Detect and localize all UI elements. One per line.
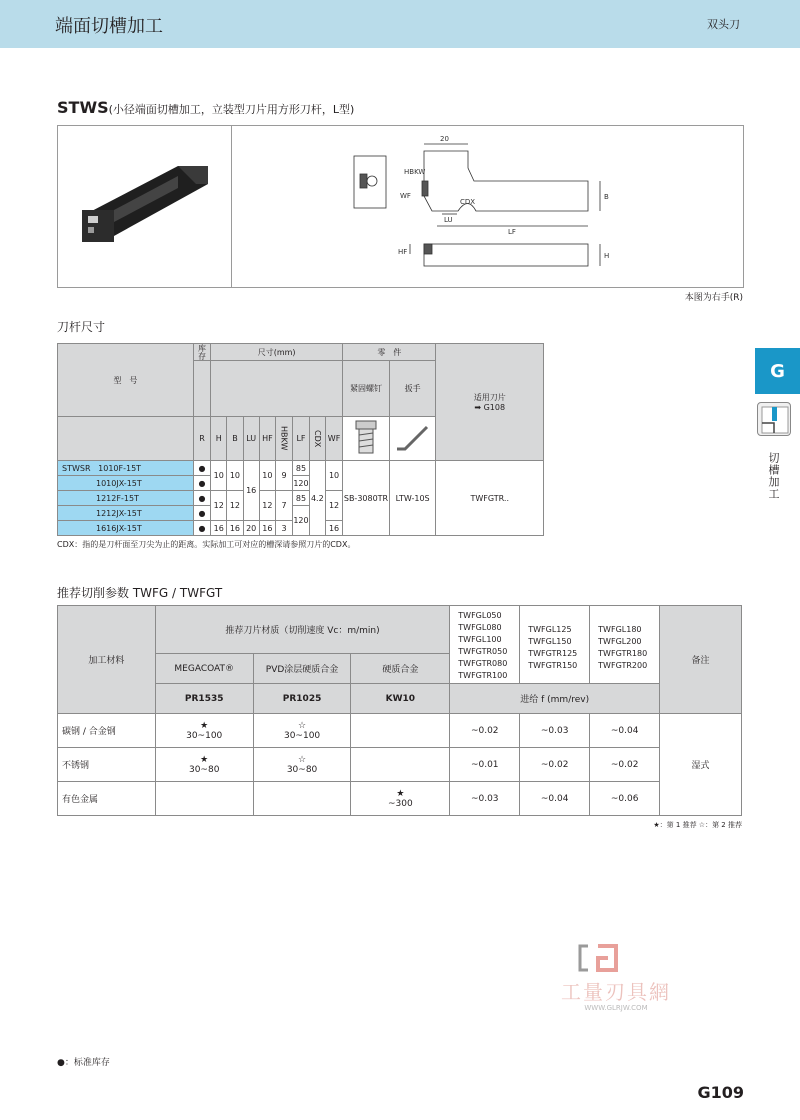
page-title: 端面切槽加工 <box>55 16 163 37</box>
header-bar <box>0 0 800 48</box>
table-row: 1212JX-15T <box>58 506 194 521</box>
product-heading <box>57 98 354 117</box>
header-pvd: PVD涂层硬质合金 <box>253 654 351 684</box>
dim-lf: LF <box>508 228 516 236</box>
table-row: 1212F-15T <box>58 491 194 506</box>
dim-h: H <box>604 252 610 260</box>
header-grade: 推荐刀片材质（切削速度 Vc：m/min) <box>155 606 450 654</box>
header-stock: 库存 <box>193 344 210 361</box>
dim-lu: LU <box>444 216 453 224</box>
table-row: 碳钢 / 合金钢 ★ 30~100 ☆ 30~100 ~0.02 ~0.03 ~0.04 湿式 <box>58 714 742 748</box>
header-insert: 适用刀片 ➡ G108 <box>436 344 544 461</box>
col-hf: HF <box>259 417 275 461</box>
table-row: 1616JX-15T <box>58 521 194 536</box>
table2-title: 推荐切削参数 TWFG / TWFGT <box>57 586 223 600</box>
grooving-icon <box>757 402 791 436</box>
screw-icon <box>343 417 390 461</box>
dim-20: 20 <box>440 135 449 143</box>
col-lu: LU <box>243 417 259 461</box>
tool-holder-photo <box>58 126 230 287</box>
side-tab-g[interactable]: G <box>755 348 800 394</box>
header-remark: 备注 <box>660 606 742 714</box>
side-label: 切槽加工 <box>767 452 780 500</box>
col-cdx: CDX <box>309 417 325 461</box>
wrench-icon <box>389 417 436 461</box>
dim-cdx: CDX <box>460 198 476 206</box>
header-carbide: 硬质合金 <box>351 654 450 684</box>
col-lf: LF <box>293 417 310 461</box>
figure-box <box>57 125 744 288</box>
watermark-logo <box>536 940 696 1020</box>
figure-note: 本图为右手(R) <box>684 293 743 303</box>
header-model: 型 号 <box>58 344 194 417</box>
dimension-drawing <box>232 126 744 287</box>
grade-pr1025: PR1025 <box>253 684 351 714</box>
insert-page-ref[interactable]: ➡ G108 <box>474 403 506 412</box>
remark-value: 湿式 <box>660 714 742 816</box>
insert-group-2: TWFGL125 TWFGL150 TWFGTR125 TWFGTR150 <box>520 606 590 684</box>
product-description: (小径端面切槽加工，立装型刀片用方形刀杆，L型) <box>108 103 355 116</box>
grade-kw10: KW10 <box>351 684 450 714</box>
header-megacoat: MEGACOAT® <box>155 654 253 684</box>
dim-hbkw: HBKW <box>404 168 426 176</box>
header-dims: 尺寸(mm) <box>211 344 343 361</box>
product-code: STWS <box>57 98 109 117</box>
header-material: 加工材料 <box>58 606 156 714</box>
header-parts: 零 件 <box>343 344 436 361</box>
cutting-params-table <box>57 605 742 816</box>
holder-dimensions-table: 型 号 库存 尺寸(mm) 零 件 适用刀片 ➡ G108 紧固螺钉 扳手 R H B LU HF HBKW LF CDX WF STWSR 1010F-15T ● 10 10 16 10 9 85 4.2 10 SB-3080TR LTW-10S TWFGTR.. 1010JX-15T ● 120 1212F-15T ● 12 12 12 7 85 12 1212JX-15T ● 120 1616JX-15T ● 16 16 20 16 3 16 <box>57 343 544 536</box>
header-feed: 进给 f (mm/rev) <box>450 684 660 714</box>
cdx-note: CDX：指的是刀杆面至刀尖为止的距离。实际加工可对应的槽深请参照刀片的CDX。 <box>57 540 356 549</box>
table1-title: 刀杆尺寸 <box>57 320 106 334</box>
table-row: 1010JX-15T <box>58 476 194 491</box>
watermark-url: WWW.GLRJW.COM <box>584 1004 648 1012</box>
table-row: STWSR 1010F-15T <box>58 461 194 476</box>
section-label: 双头刀 <box>707 18 740 31</box>
col-h: H <box>211 417 227 461</box>
star-legend: ★：第 1 推荐 ☆：第 2 推荐 <box>653 821 742 829</box>
grade-pr1535: PR1535 <box>155 684 253 714</box>
col-b: B <box>227 417 243 461</box>
watermark-text: 工量刃具網 <box>561 980 671 1004</box>
dim-wf: WF <box>400 192 411 200</box>
table-row: 有色金属 ★ ~300 ~0.03 ~0.04 ~0.06 <box>58 782 742 816</box>
insert-group-3: TWFGL180 TWFGL200 TWFGTR180 TWFGTR200 <box>590 606 660 684</box>
col-hbkw: HBKW <box>275 417 292 461</box>
stock-legend: ●：标准库存 <box>57 1058 110 1068</box>
page-number: G109 <box>697 1083 744 1102</box>
header-screw: 紧固螺钉 <box>343 361 390 417</box>
dim-hf: HF <box>398 248 408 256</box>
insert-group-1: TWFGL050 TWFGL080 TWFGL100 TWFGTR050 TWFGTR080 TWFGTR100 <box>450 606 520 684</box>
table-row: 不锈钢 ★ 30~80 ☆ 30~80 ~0.01 ~0.02 ~0.02 <box>58 748 742 782</box>
col-r: R <box>193 417 210 461</box>
col-wf: WF <box>325 417 342 461</box>
dim-b: B <box>604 193 609 201</box>
header-wrench: 扳手 <box>389 361 436 417</box>
